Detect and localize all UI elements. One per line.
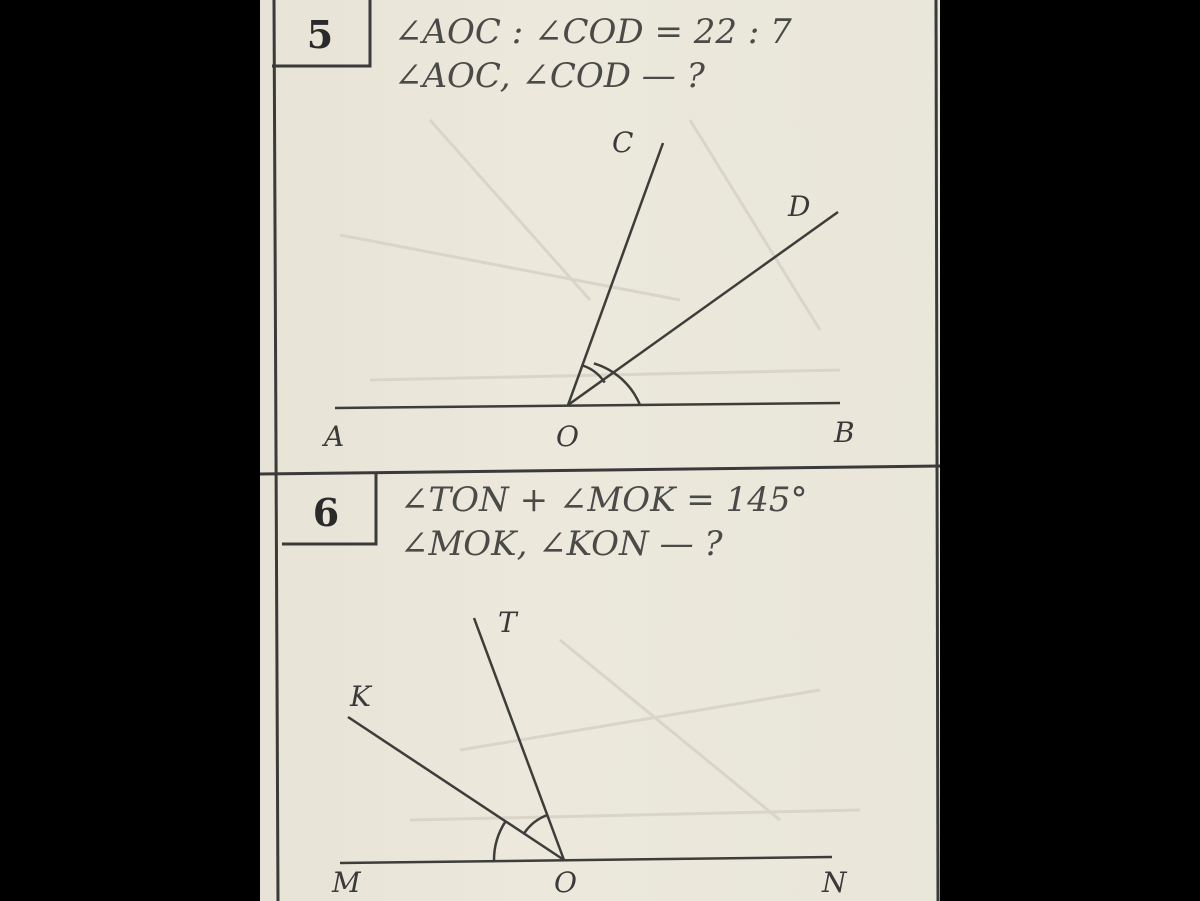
problem-5-question-line: ∠AOC, ∠COD — ? <box>394 56 705 96</box>
ray-od-line <box>568 212 838 405</box>
label-o-6: O <box>554 866 577 899</box>
figure-5 <box>335 143 840 408</box>
ray-oc-line <box>568 143 663 405</box>
problem-5-ratio-line: ∠AOC : ∠COD = 22 : 7 <box>394 12 792 52</box>
label-n: N <box>822 866 847 899</box>
label-b: B <box>834 416 855 449</box>
problem-number-5: 5 <box>306 12 334 57</box>
arc-mok-marker <box>494 821 506 860</box>
label-o-5: O <box>556 420 579 453</box>
right-border-line <box>936 0 938 901</box>
ray-ob-line <box>335 403 840 408</box>
label-t: T <box>498 606 517 639</box>
label-d: D <box>788 190 811 223</box>
ray-ot-line <box>474 618 564 860</box>
problem-number-6: 6 <box>312 490 340 535</box>
label-m: M <box>332 866 361 899</box>
worksheet-page <box>260 0 940 901</box>
problem-6-sum-line: ∠TON + ∠MOK = 145° <box>400 480 808 520</box>
ray-mn-line <box>340 857 832 863</box>
problem-6-question-line: ∠MOK, ∠KON — ? <box>400 524 723 564</box>
label-k: K <box>350 680 371 713</box>
label-a: A <box>324 420 345 453</box>
worksheet-lines <box>260 0 940 901</box>
figure-6 <box>340 618 832 863</box>
section-divider-line <box>260 466 940 474</box>
left-border-line <box>274 0 278 901</box>
label-c: C <box>612 126 634 159</box>
